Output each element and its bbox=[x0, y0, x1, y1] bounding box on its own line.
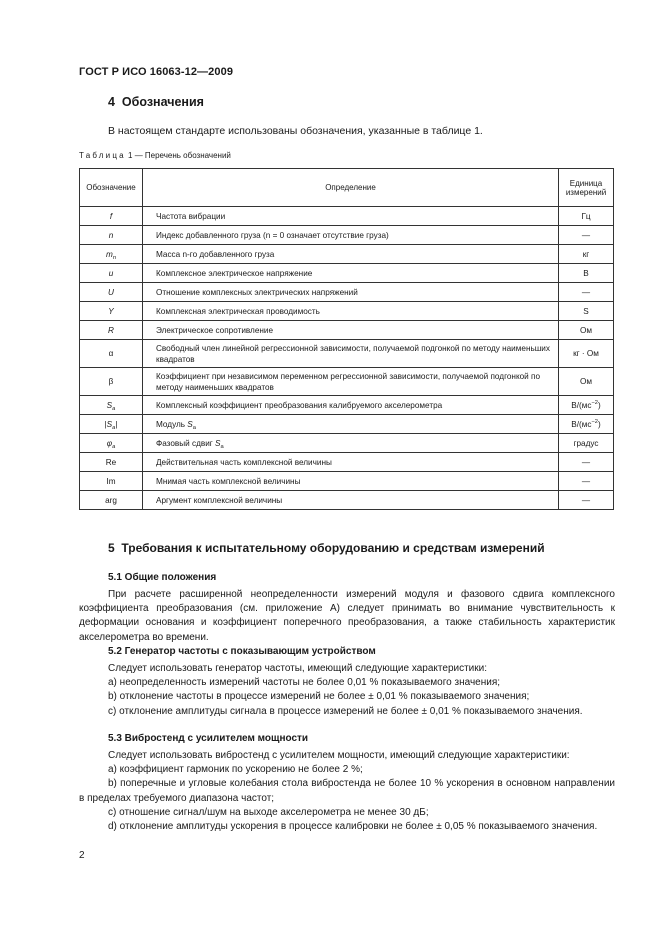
unit-cell: градус bbox=[559, 434, 614, 453]
table-row bbox=[80, 245, 614, 264]
symbol-cell bbox=[80, 434, 143, 453]
unit-text: В/(мс bbox=[571, 400, 592, 410]
subsection-5-1-body bbox=[79, 588, 615, 645]
table-row bbox=[80, 207, 614, 226]
symbol-subscript: a bbox=[112, 424, 116, 431]
unit-cell: Ом bbox=[559, 321, 614, 340]
table-row bbox=[80, 302, 614, 321]
list-item: a) неопределенность измерений частоты не более 0,01 % показываемого значения; bbox=[108, 677, 501, 689]
unit-cell: — bbox=[559, 226, 614, 245]
table-row bbox=[80, 283, 614, 302]
unit-cell bbox=[559, 415, 614, 434]
unit-cell: — bbox=[559, 283, 614, 302]
table-row bbox=[80, 491, 614, 510]
unit-text-end: ) bbox=[598, 419, 601, 429]
table-caption bbox=[79, 151, 231, 160]
definition-cell: Аргумент комплексной величины bbox=[143, 491, 559, 510]
unit-cell: Гц bbox=[559, 207, 614, 226]
definition-cell: Мнимая часть комплексной величины bbox=[143, 472, 559, 491]
paragraph: При расчете расширенной неопределенности измерений модуля и фазового сдвига комплексного коэффициента преобразования (см. приложение А) следует принимать во внимание чувствительность к деформации основания и коэффициент поперечного преобразования, а также стабильность характеристик акселерометра во времени. bbox=[79, 589, 615, 643]
list-item: d) отклонение амплитуды ускорения в процессе калибровки не более ± 0,05 % показываемого значения. bbox=[108, 821, 598, 833]
symbol-cell: U bbox=[80, 283, 143, 302]
table-row bbox=[80, 434, 614, 453]
definition-cell bbox=[143, 434, 559, 453]
symbol-cell: Re bbox=[80, 453, 143, 472]
symbol-main: φ bbox=[106, 438, 113, 448]
subsection-5-3-title: 5.3 Вибростенд с усилителем мощности bbox=[108, 733, 309, 744]
definition-symbol: S bbox=[187, 419, 193, 429]
definition-cell: Электрическое сопротивление bbox=[143, 321, 559, 340]
list-item: b) поперечные и угловые колебания стола вибростенда не более 10 % ускорения в основном направлении в пределах требуемого диапазона частот; bbox=[79, 778, 615, 804]
definition-cell: Отношение комплексных электрических напряжений bbox=[143, 283, 559, 302]
section-5-heading bbox=[108, 541, 545, 555]
definition-cell: Свободный член линейной регрессионной зависимости, получаемой подгонкой по методу наименьших квадратов bbox=[143, 340, 559, 368]
symbol-bar: | bbox=[115, 419, 118, 429]
symbol-cell: α bbox=[80, 340, 143, 368]
symbol-subscript: n bbox=[112, 254, 117, 261]
header-unit-line2: измерений bbox=[565, 187, 607, 197]
definition-cell: Частота вибрации bbox=[143, 207, 559, 226]
definition-cell: Масса n-го добавленного груза bbox=[143, 245, 559, 264]
table-caption-text: 1 — Перечень обозначений bbox=[128, 151, 231, 160]
table-caption-prefix: Таблица bbox=[79, 151, 126, 160]
table-header-row bbox=[80, 169, 614, 207]
list-item: c) отклонение амплитуды сигнала в процессе измерений не более ± 0,01 % показываемого значения. bbox=[108, 705, 583, 717]
symbol-cell bbox=[80, 415, 143, 434]
list-item: c) отношение сигнал/шум на выходе акселерометра не менее 30 дБ; bbox=[108, 806, 429, 818]
table-row bbox=[80, 321, 614, 340]
table-row bbox=[80, 472, 614, 491]
page-number: 2 bbox=[79, 850, 85, 861]
subsection-5-3-body bbox=[79, 749, 615, 834]
symbol-cell: β bbox=[80, 368, 143, 396]
header-symbol: Обозначение bbox=[80, 169, 143, 207]
definition-cell: Коэффициент при независимом переменном регрессионной зависимости, получаемой подгонкой по методу наименьших квадратов bbox=[143, 368, 559, 396]
unit-text: В/(мс bbox=[571, 419, 592, 429]
symbol-cell: arg bbox=[80, 491, 143, 510]
definition-cell: Комплексное электрическое напряжение bbox=[143, 264, 559, 283]
table-row bbox=[80, 396, 614, 415]
symbol-subscript: a bbox=[112, 405, 116, 412]
unit-superscript: −2 bbox=[591, 418, 598, 425]
symbol-cell: Y bbox=[80, 302, 143, 321]
unit-text-end: ) bbox=[598, 400, 601, 410]
section-5-title: Требования к испытательному оборудованию и средствам измерений bbox=[121, 541, 545, 555]
subsection-5-2-title: 5.2 Генератор частоты с показывающим устройством bbox=[108, 646, 376, 657]
section-4-heading bbox=[108, 95, 204, 109]
symbol-cell: R bbox=[80, 321, 143, 340]
section-4-number: 4 bbox=[108, 95, 115, 109]
symbol-subscript: a bbox=[112, 443, 116, 450]
symbols-table bbox=[79, 168, 614, 510]
definition-subscript: a bbox=[220, 443, 224, 450]
symbol-cell bbox=[80, 396, 143, 415]
unit-superscript: −2 bbox=[591, 399, 598, 406]
symbol-main: m bbox=[105, 249, 113, 259]
paragraph: Следует использовать генератор частоты, имеющий следующие характеристики: bbox=[108, 663, 487, 674]
symbol-cell bbox=[80, 245, 143, 264]
unit-cell: кг · Ом bbox=[559, 340, 614, 368]
definition-subscript: a bbox=[192, 424, 196, 431]
subsection-5-2-body bbox=[79, 662, 615, 719]
section-5-number: 5 bbox=[108, 541, 115, 555]
unit-cell: — bbox=[559, 472, 614, 491]
table-row bbox=[80, 415, 614, 434]
list-item: b) отклонение частоты в процессе измерений не более ± 0,01 % показываемого значения; bbox=[108, 691, 530, 703]
table-row bbox=[80, 453, 614, 472]
list-item: a) коэффициент гармоник по ускорению не более 2 %; bbox=[108, 764, 363, 776]
header-unit bbox=[559, 169, 614, 207]
definition-cell: Действительная часть комплексной величины bbox=[143, 453, 559, 472]
definition-text: Фазовый сдвиг bbox=[156, 438, 216, 448]
symbol-cell: f bbox=[80, 207, 143, 226]
unit-cell: S bbox=[559, 302, 614, 321]
definition-cell: Комплексная электрическая проводимость bbox=[143, 302, 559, 321]
unit-cell bbox=[559, 396, 614, 415]
definition-cell: Комплексный коэффициент преобразования калибруемого акселерометра bbox=[143, 396, 559, 415]
symbol-cell: Im bbox=[80, 472, 143, 491]
section-4-title: Обозначения bbox=[121, 95, 204, 109]
table-row bbox=[80, 264, 614, 283]
unit-cell: кг bbox=[559, 245, 614, 264]
symbol-cell: u bbox=[80, 264, 143, 283]
definition-symbol: S bbox=[215, 438, 221, 448]
header-unit-line1: Единица bbox=[569, 178, 603, 188]
symbol-main: S bbox=[106, 400, 113, 410]
document-header: ГОСТ Р ИСО 16063-12—2009 bbox=[79, 66, 234, 78]
header-definition: Определение bbox=[143, 169, 559, 207]
paragraph: Следует использовать вибростенд с усилителем мощности, имеющий следующие характеристики: bbox=[108, 750, 570, 761]
subsection-5-1-title: 5.1 Общие положения bbox=[108, 572, 217, 583]
table-row bbox=[80, 368, 614, 396]
unit-cell: В bbox=[559, 264, 614, 283]
section-4-intro: В настоящем стандарте использованы обозначения, указанные в таблице 1. bbox=[108, 125, 483, 137]
definition-cell: Индекс добавленного груза (n = 0 означает отсутствие груза) bbox=[143, 226, 559, 245]
unit-cell: — bbox=[559, 491, 614, 510]
symbol-cell: n bbox=[80, 226, 143, 245]
table-row bbox=[80, 226, 614, 245]
definition-text: Модуль bbox=[156, 419, 188, 429]
definition-cell bbox=[143, 415, 559, 434]
unit-cell: — bbox=[559, 453, 614, 472]
symbol-main: |S bbox=[104, 419, 113, 429]
unit-cell: Ом bbox=[559, 368, 614, 396]
table-row bbox=[80, 340, 614, 368]
